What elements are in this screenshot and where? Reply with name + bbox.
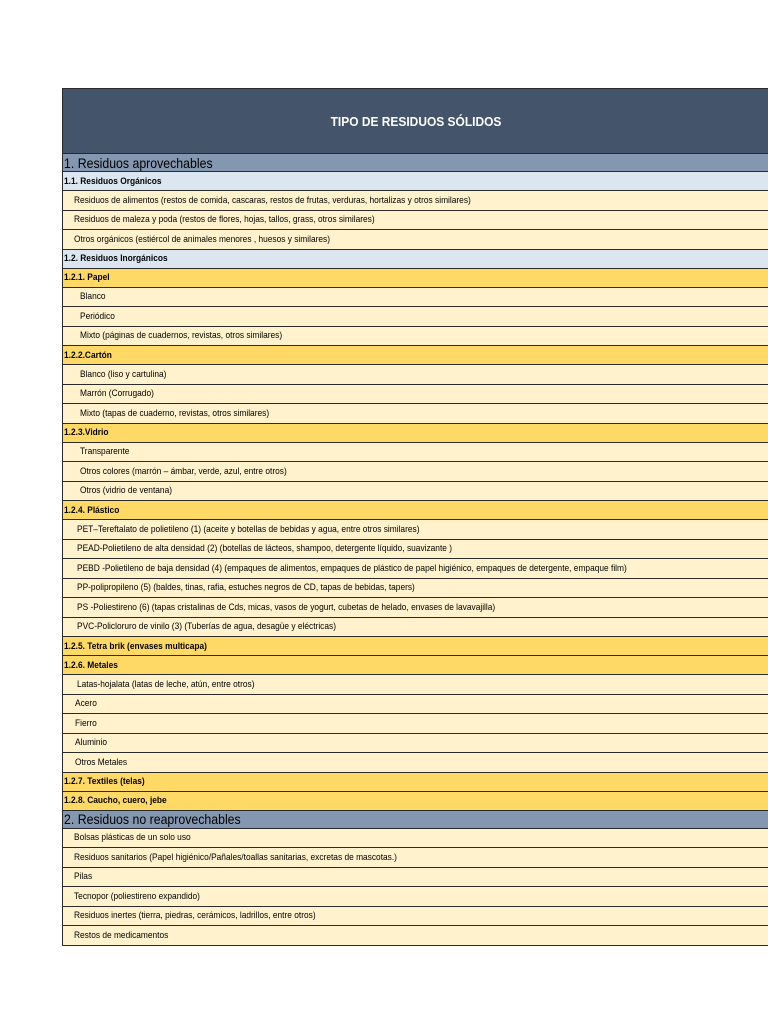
table-row (63, 753, 768, 773)
row-label: PP-polipropileno (5) (baldes, tinas, rafia, estuches negros de CD, tapas de bebidas, tapers) (77, 582, 415, 594)
table-row (63, 887, 768, 907)
row-label: Residuos sanitarios (Papel higiénico/Pañales/toallas sanitarias, excretas de mascotas.) (74, 851, 397, 863)
table-row (63, 714, 768, 734)
table-row (63, 230, 768, 250)
row-label: 1.2.6. Metales (64, 659, 118, 671)
table-body (63, 154, 768, 946)
table-row (63, 695, 768, 715)
table-row (63, 559, 768, 579)
row-label: Periódico (80, 310, 115, 322)
subgroup-row (63, 656, 768, 675)
section-row (63, 154, 768, 172)
row-label: Fierro (75, 717, 97, 729)
row-label: 1.2.4. Plástico (64, 504, 120, 516)
row-label: 1.2.3.Vidrio (64, 427, 109, 438)
row-label: PET–Tereftalato de polietileno (1) (aceite y botellas de bebidas y agua, entre otros similares) (77, 523, 420, 535)
table-row (63, 675, 768, 695)
row-label: Mixto (páginas de cuadernos, revistas, otros similares) (80, 330, 283, 342)
row-label: 1.2.5. Tetra brik (envases multicapa) (64, 640, 207, 652)
table-row (63, 520, 768, 540)
group-row (63, 172, 768, 191)
subgroup-row (63, 501, 768, 520)
table-row (63, 618, 768, 638)
table-row (63, 191, 768, 211)
table-row (63, 540, 768, 560)
row-label: Tecnopor (poliestireno expandido) (74, 890, 200, 902)
row-label: Blanco (80, 291, 106, 303)
row-label: Residuos de alimentos (restos de comida, cascaras, restos de frutas, verduras, hortalizas y otros similares) (74, 194, 471, 206)
table-title: TIPO DE RESIDUOS SÓLIDOS (91, 89, 741, 153)
subgroup-row (63, 773, 768, 792)
row-label: Acero (75, 698, 97, 710)
table-row (63, 327, 768, 347)
table-row (63, 907, 768, 927)
section-row (63, 811, 768, 829)
table-row (63, 462, 768, 482)
subgroup-row (63, 424, 768, 443)
row-label: PS -Poliestireno (6) (tapas cristalinas de Cds, micas, vasos de yogurt, cubetas de helado, envases de lavavajilla) (77, 601, 496, 613)
waste-types-table (62, 88, 768, 946)
row-label: 1.2. Residuos Inorgánicos (64, 253, 168, 264)
row-label: 2. Residuos no reaprovechables (64, 811, 241, 827)
table-row (63, 848, 768, 868)
row-label: 1.2.7. Textiles (telas) (64, 776, 145, 787)
row-label: 1.2.1. Papel (64, 272, 110, 283)
subgroup-row (63, 346, 768, 365)
row-label: Mixto (tapas de cuaderno, revistas, otros similares) (80, 407, 270, 419)
row-label: Pilas (74, 871, 93, 883)
table-row (63, 598, 768, 618)
row-label: Blanco (liso y cartulina) (80, 368, 167, 380)
table-row (63, 482, 768, 502)
table-row (63, 829, 768, 849)
row-label: Aluminio (75, 737, 108, 749)
table-row (63, 288, 768, 308)
row-label: 1.1. Residuos Orgánicos (64, 175, 162, 187)
table-row (63, 404, 768, 424)
row-label: Marrón (Corrugado) (80, 388, 154, 400)
group-row (63, 250, 768, 269)
row-label: Otros colores (marrón – ámbar, verde, azul, entre otros) (80, 465, 287, 477)
row-label: PEBD -Polietileno de baja densidad (4) (empaques de alimentos, empaques de plástico de papel higiénico, empaques de detergente, empaque film) (77, 562, 627, 574)
table-row (63, 385, 768, 405)
row-label: Residuos de maleza y poda (restos de flores, hojas, tallos, grass, otros similares) (74, 214, 375, 226)
table-row (63, 926, 768, 946)
subgroup-row (63, 269, 768, 288)
subgroup-row (63, 637, 768, 656)
row-label: PVC-Policloruro de vinilo (3) (Tuberías de agua, desagüe y eléctricas) (77, 621, 336, 633)
table-row (63, 365, 768, 385)
table-row (63, 211, 768, 231)
row-label: Residuos inertes (tierra, piedras, cerámicos, ladrillos, entre otros) (74, 910, 316, 922)
subgroup-row (63, 792, 768, 811)
table-row (63, 868, 768, 888)
row-label: 1.2.2.Cartón (64, 349, 112, 361)
row-label: Latas-hojalata (latas de leche, atún, entre otros) (77, 678, 255, 690)
row-label: Otros (vidrio de ventana) (80, 485, 173, 497)
row-label: 1.2.8. Caucho, cuero, jebe (64, 795, 167, 806)
row-label: Otros Metales (75, 756, 128, 768)
table-header (63, 89, 768, 154)
row-label: Bolsas plásticas de un solo uso (74, 832, 191, 844)
row-label: Restos de medicamentos (74, 929, 169, 941)
table-row (63, 307, 768, 327)
table-row (63, 443, 768, 463)
table-row (63, 579, 768, 599)
row-label: Otros orgánicos (estiércol de animales menores , huesos y similares) (74, 233, 331, 245)
row-label: Transparente (80, 446, 130, 458)
table-row (63, 734, 768, 754)
row-label: 1. Residuos aprovechables (64, 154, 213, 171)
row-label: PEAD-Polietileno de alta densidad (2) (botellas de lácteos, shampoo, detergente líquido, suavizante ) (77, 543, 453, 555)
